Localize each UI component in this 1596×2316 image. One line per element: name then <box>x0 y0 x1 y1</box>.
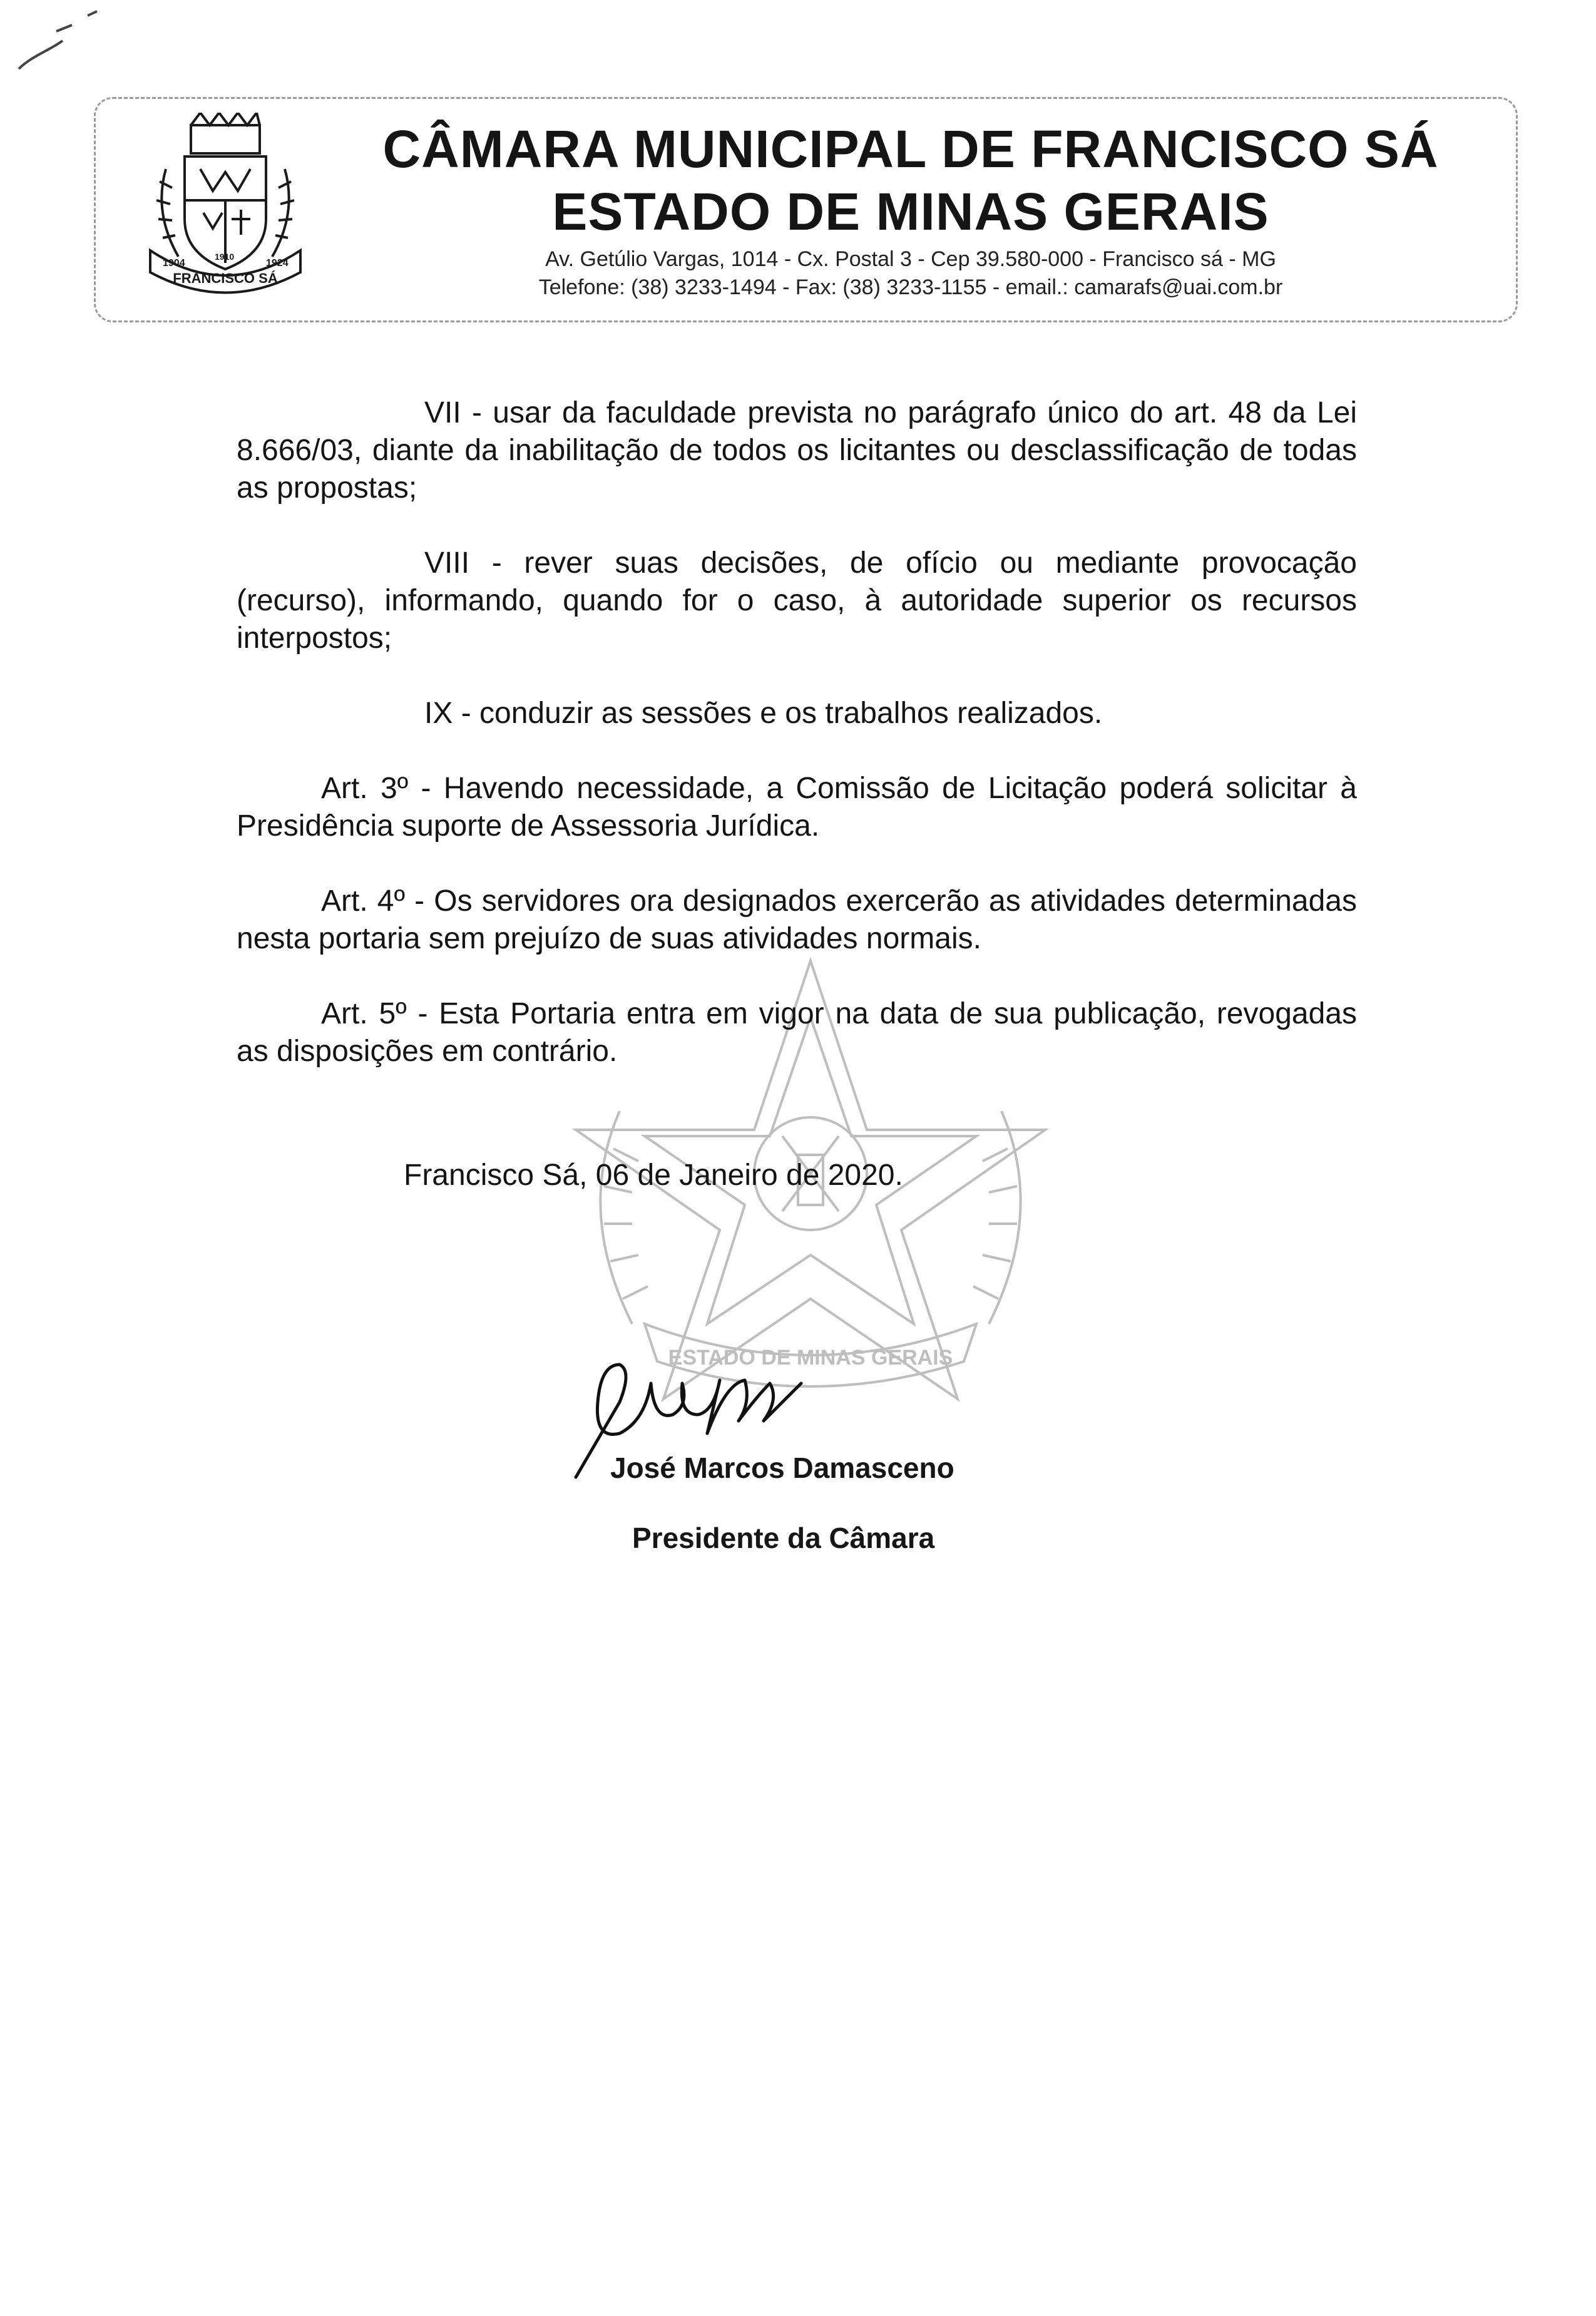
signatory-name: José Marcos Damasceno <box>610 1452 954 1484</box>
municipal-crest-icon <box>141 113 310 300</box>
crest-year-left: 1904 <box>163 258 185 269</box>
item-ix: IX - conduzir as sessões e os trabalhos realizados. <box>424 697 1103 730</box>
letterhead-title: CÂMARA MUNICIPAL DE FRANCISCO SÁ <box>382 120 1439 178</box>
article-5: Art. 5º - Esta Portaria entra em vigor na data de sua publicação, revogadas as disposições em contrário. <box>237 997 1357 1068</box>
crest-year-right: 1924 <box>266 258 289 269</box>
date-line: Francisco Sá, 06 de Janeiro de 2020. <box>404 1159 903 1192</box>
letterhead-contacts: Telefone: (38) 3233-1494 - Fax: (38) 3233-1155 - email.: camarafs@uai.com.br <box>538 275 1283 299</box>
crest-ribbon-text: FRANCISCO SÁ <box>173 270 278 286</box>
crest-year-mid: 1910 <box>215 252 235 262</box>
scan-mark <box>13 6 100 75</box>
seal-ring-text: ESTADO DE MINAS GERAIS <box>668 1346 953 1370</box>
document-body <box>237 394 1357 1070</box>
item-vii: VII - usar da faculdade prevista no parágrafo único do art. 48 da Lei 8.666/03, diante da inabilitação de todos os licitantes ou desclassificação de todas as propostas; <box>237 396 1357 505</box>
letterhead-address: Av. Getúlio Vargas, 1014 - Cx. Postal 3 - Cep 39.580-000 - Francisco sá - MG <box>545 247 1276 271</box>
article-4: Art. 4º - Os servidores ora designados exercerão as atividades determinadas nesta portaria sem prejuízo de suas atividades normais. <box>237 884 1357 955</box>
letterhead-subtitle: ESTADO DE MINAS GERAIS <box>552 182 1269 241</box>
article-3: Art. 3º - Havendo necessidade, a Comissão de Licitação poderá solicitar à Presidência suporte de Assessoria Jurídica. <box>237 772 1357 843</box>
signatory-role: Presidente da Câmara <box>632 1522 935 1554</box>
item-viii: VIII - rever suas decisões, de ofício ou mediante provocação (recurso), informando, quando for o caso, à autoridade superior os recursos interpostos; <box>237 546 1357 655</box>
